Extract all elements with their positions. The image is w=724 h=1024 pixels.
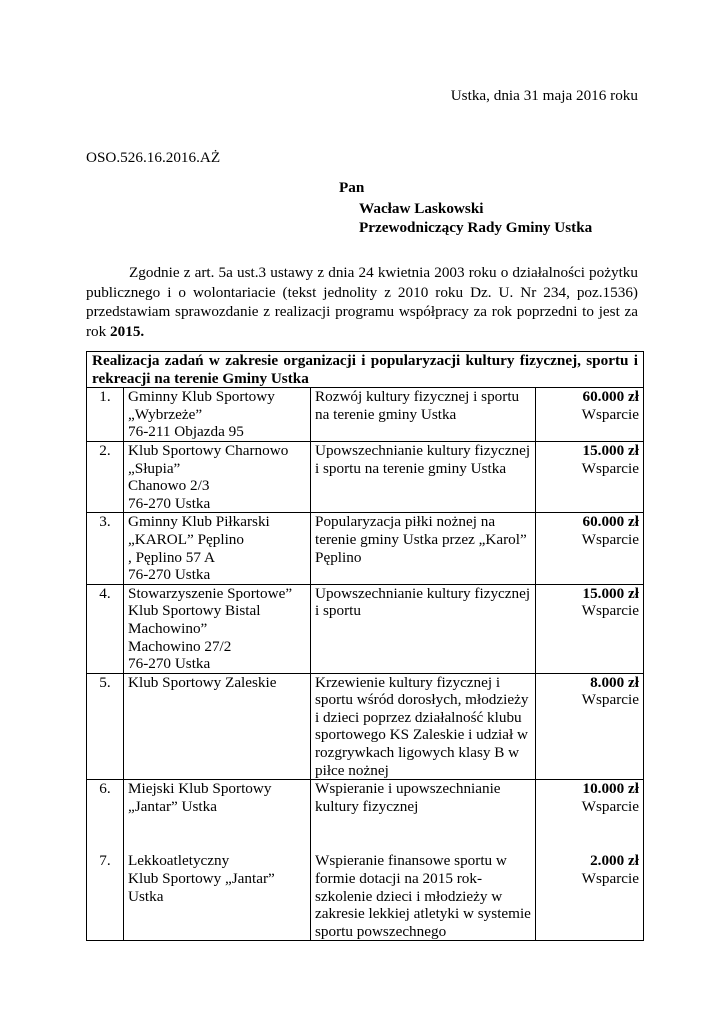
organization-cell — [124, 584, 311, 673]
organization-cell — [124, 441, 311, 512]
addressee-name: Wacław Laskowski — [359, 200, 484, 217]
amount-value: 10.000 zł — [582, 780, 639, 798]
table-row — [87, 584, 644, 673]
table-title-row — [87, 352, 644, 388]
tasks-table — [86, 351, 644, 941]
organization-line: Machowino” — [128, 619, 208, 637]
organization-line: 76-270 Ustka — [128, 566, 211, 584]
addressee-role: Przewodniczący Rady Gminy Ustka — [359, 219, 593, 236]
support-type: Wsparcie — [581, 530, 639, 548]
amount-cell — [536, 673, 644, 780]
amount-value: 15.000 zł — [582, 441, 639, 459]
row-number: 5. — [87, 673, 124, 780]
amount-value: 2.000 zł — [590, 852, 639, 870]
addressee-salutation: Pan — [339, 179, 365, 196]
intro-text: Zgodnie z art. 5a ust.3 ustawy z dnia 24 kwietnia 2003 roku o działalności pożytku publicznego i o wolontariacie (tekst jednolity z 2010 roku Dz. U. Nr 234, poz.1536) przedstawiam sprawozdanie z realizacji programu współpracy za rok poprzedni to jest za rok — [86, 264, 638, 340]
organization-cell — [124, 513, 311, 584]
task-description: Popularyzacja piłki nożnej na terenie gminy Ustka przez „Karol” Pęplino — [311, 513, 536, 584]
support-type: Wsparcie — [581, 405, 639, 423]
organization-line: Ustka — [128, 887, 164, 905]
organization-line: , Pęplino 57 A — [128, 548, 215, 566]
task-description: Rozwój kultury fizycznej i sportu na terenie gminy Ustka — [311, 388, 536, 442]
organization-cell — [124, 780, 311, 853]
organization-line: Machowino 27/2 — [128, 637, 232, 655]
table-row — [87, 513, 644, 584]
organization-line: Gminny Klub Piłkarski — [128, 513, 270, 531]
amount-cell — [536, 780, 644, 853]
organization-line: Klub Sportowy Bistal — [128, 602, 261, 620]
amount-cell — [536, 441, 644, 512]
task-description: Wspieranie i upowszechnianie kultury fizycznej — [311, 780, 536, 853]
table-row — [87, 852, 644, 940]
amount-value: 60.000 zł — [582, 513, 639, 531]
report-year: 2015. — [110, 322, 145, 340]
amount-cell — [536, 584, 644, 673]
support-type: Wsparcie — [581, 602, 639, 620]
organization-line: Lekkoatletyczny — [128, 852, 230, 870]
organization-cell — [124, 673, 311, 780]
support-type: Wsparcie — [581, 691, 639, 709]
table-row — [87, 780, 644, 853]
task-description: Wspieranie finansowe sportu w formie dotacji na 2015 rok- szkolenie dzieci i młodzieży w zakresie lekkiej atletyki w systemie sportu powszechnego — [311, 852, 536, 940]
row-number: 3. — [87, 513, 124, 584]
place-and-date: Ustka, dnia 31 maja 2016 roku — [450, 87, 638, 104]
row-number: 6. — [87, 780, 124, 853]
amount-cell — [536, 852, 644, 940]
organization-line: Miejski Klub Sportowy — [128, 780, 272, 798]
organization-line: Klub Sportowy „Jantar” — [128, 870, 275, 888]
amount-value: 15.000 zł — [582, 584, 639, 602]
row-number: 4. — [87, 584, 124, 673]
organization-line: „KAROL” Pęplino — [128, 530, 244, 548]
support-type: Wsparcie — [581, 870, 639, 888]
amount-value: 8.000 zł — [590, 673, 639, 691]
amount-value: 60.000 zł — [582, 388, 639, 406]
organization-line: Gminny Klub Sportowy — [128, 388, 275, 406]
row-number: 2. — [87, 441, 124, 512]
row-number: 1. — [87, 388, 124, 442]
task-description: Krzewienie kultury fizycznej i sportu wśród dorosłych, młodzieży i dzieci poprzez działalność klubu sportowego KS Zaleskie i udział w rozgrywkach ligowych klasy B w piłce nożnej — [311, 673, 536, 780]
organization-line: „Słupia” — [128, 459, 181, 477]
table-row — [87, 388, 644, 442]
amount-cell — [536, 388, 644, 442]
amount-cell — [536, 513, 644, 584]
reference-number: OSO.526.16.2016.AŻ — [86, 149, 221, 166]
organization-line: Klub Sportowy Zaleskie — [128, 673, 277, 691]
organization-line: 76-270 Ustka — [128, 655, 211, 673]
table-title: Realizacja zadań w zakresie organizacji i popularyzacji kultury fizycznej, sportu i rekreacji na terenie Gminy Ustka — [87, 352, 644, 388]
organization-line: „Wybrzeże” — [128, 405, 203, 423]
task-description: Upowszechnianie kultury fizycznej i sportu na terenie gminy Ustka — [311, 441, 536, 512]
organization-line: „Jantar” Ustka — [128, 797, 217, 815]
intro-paragraph — [86, 263, 638, 341]
organization-cell — [124, 388, 311, 442]
organization-line: Chanowo 2/3 — [128, 477, 210, 495]
table-row — [87, 673, 644, 780]
organization-line: Klub Sportowy Charnowo — [128, 441, 289, 459]
organization-line: Stowarzyszenie Sportowe” — [128, 584, 293, 602]
organization-cell — [124, 852, 311, 940]
organization-line: 76-270 Ustka — [128, 494, 211, 512]
table-row — [87, 441, 644, 512]
row-number: 7. — [87, 852, 124, 940]
organization-line: 76-211 Objazda 95 — [128, 423, 244, 441]
support-type: Wsparcie — [581, 797, 639, 815]
task-description: Upowszechnianie kultury fizycznej i sportu — [311, 584, 536, 673]
support-type: Wsparcie — [581, 459, 639, 477]
